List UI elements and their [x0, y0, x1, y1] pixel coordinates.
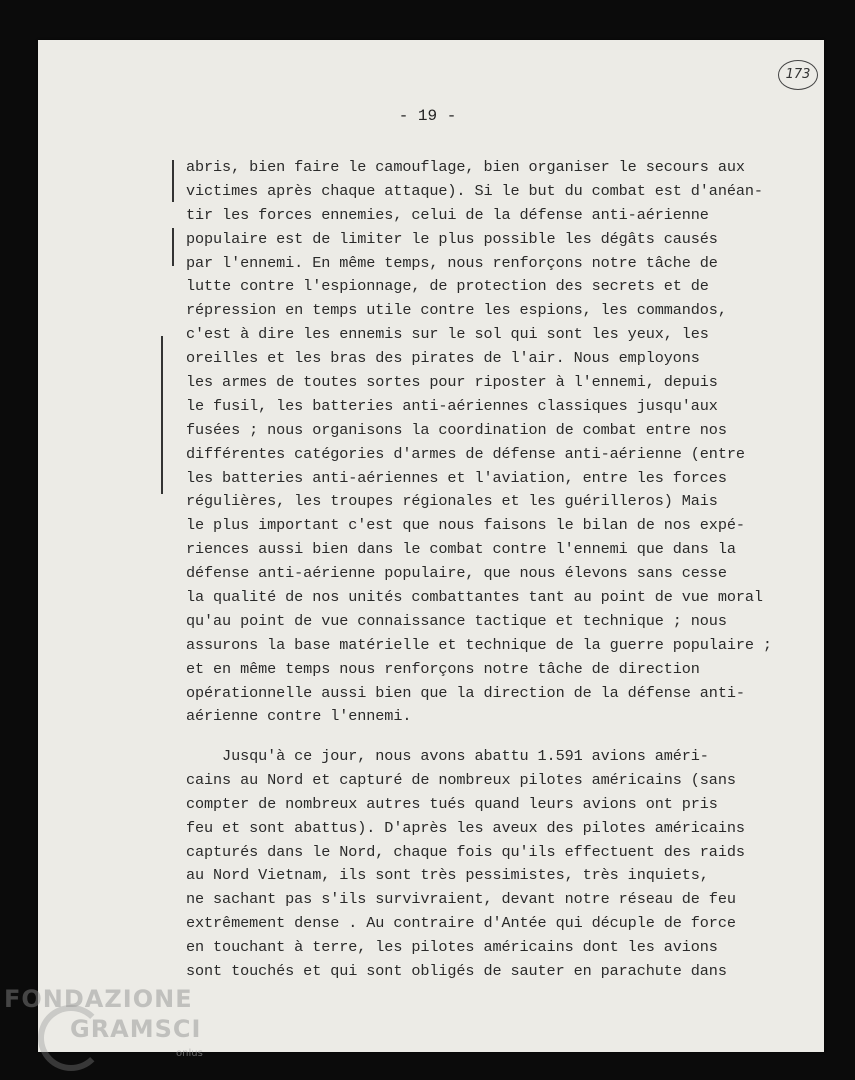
text-line: assurons la base matérielle et technique de la guerre populaire ; — [186, 635, 772, 654]
margin-mark-2 — [172, 228, 174, 266]
watermark-line-1: FONDAZIONE — [4, 985, 193, 1013]
text-line: opérationnelle aussi bien que la direction de la défense anti- — [186, 683, 745, 702]
text-line: compter de nombreux autres tués quand leurs avions ont pris — [186, 794, 718, 813]
text-line: fusées ; nous organisons la coordination de combat entre nos — [186, 420, 727, 439]
text-line: ne sachant pas s'ils survivraient, devant notre réseau de feu — [186, 890, 736, 909]
text-line: capturés dans le Nord, chaque fois qu'ils effectuent des raids — [186, 842, 745, 861]
paragraph-1 — [186, 156, 826, 729]
margin-mark-3 — [161, 336, 163, 494]
text-line: feu et sont abattus). D'après les aveux des pilotes américains — [186, 818, 745, 837]
text-line: tir les forces ennemies, celui de la défense anti-aérienne — [186, 205, 709, 224]
text-line: Jusqu'à ce jour, nous avons abattu 1.591 avions améri- — [186, 747, 709, 765]
text-line: les armes de toutes sortes pour riposter à l'ennemi, depuis — [186, 373, 718, 392]
text-line: victimes après chaque attaque). Si le but du combat est d'anéan- — [186, 181, 763, 200]
text-line: aérienne contre l'ennemi. — [186, 707, 412, 726]
text-line: populaire est de limiter le plus possible les dégâts causés — [186, 229, 718, 248]
text-line: différentes catégories d'armes de défense anti-aérienne (entre — [186, 444, 745, 463]
text-line: qu'au point de vue connaissance tactique et technique ; nous — [186, 611, 727, 630]
text-line: abris, bien faire le camouflage, bien organiser le secours aux — [186, 158, 745, 176]
text-line: oreilles et les bras des pirates de l'air. Nous employons — [186, 349, 700, 368]
text-line: en touchant à terre, les pilotes américains dont les avions — [186, 938, 718, 957]
text-line: riences aussi bien dans le combat contre l'ennemi que dans la — [186, 540, 736, 559]
text-line: lutte contre l'espionnage, de protection des secrets et de — [186, 277, 709, 296]
text-line: extrêmement dense . Au contraire d'Antée qui décuple de force — [186, 914, 736, 933]
text-line: cains au Nord et capturé de nombreux pilotes américains (sans — [186, 770, 736, 789]
watermark-line-3: onlus — [176, 1048, 203, 1059]
archive-number-stamp: 173 — [778, 60, 818, 90]
page-number: - 19 - — [398, 107, 457, 125]
text-line: le fusil, les batteries anti-aériennes classiques jusqu'aux — [186, 396, 718, 415]
text-line: régulières, les troupes régionales et les guérilleros) Mais — [186, 492, 718, 511]
watermark-line-2: GRAMSCI — [70, 1015, 202, 1043]
text-line: au Nord Vietnam, ils sont très pessimistes, très inquiets, — [186, 866, 709, 885]
paragraph-2 — [186, 745, 826, 984]
text-line: le plus important c'est que nous faisons le bilan de nos expé- — [186, 516, 745, 535]
text-line: par l'ennemi. En même temps, nous renforçons notre tâche de — [186, 253, 718, 272]
text-line: défense anti-aérienne populaire, que nous élevons sans cesse — [186, 564, 727, 583]
text-line: c'est à dire les ennemis sur le sol qui sont les yeux, les — [186, 325, 709, 344]
text-line: les batteries anti-aériennes et l'aviation, entre les forces — [186, 468, 727, 487]
margin-mark-1 — [172, 160, 174, 202]
text-line: répression en temps utile contre les espions, les commandos, — [186, 301, 727, 320]
fondazione-gramsci-watermark — [4, 985, 203, 1059]
text-line: et en même temps nous renforçons notre tâche de direction — [186, 659, 700, 678]
text-line: la qualité de nos unités combattantes tant au point de vue moral — [186, 588, 763, 607]
text-line: sont touchés et qui sont obligés de sauter en parachute dans — [186, 962, 727, 981]
